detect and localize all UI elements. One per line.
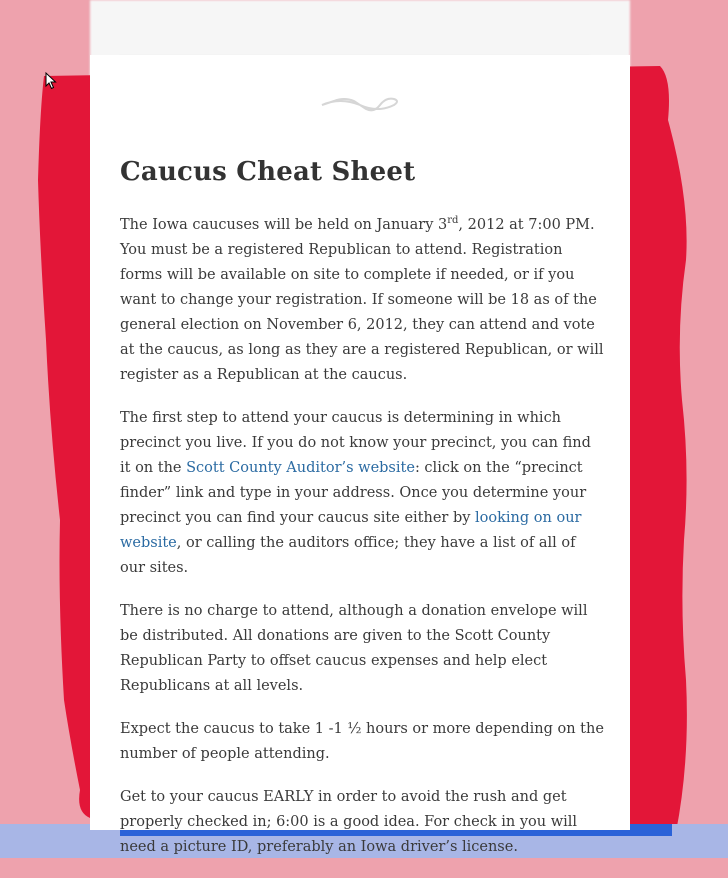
paragraph-date — [120, 213, 605, 388]
text-span: , 2012 at 7:00 PM. You must be a registered Republican to attend. Registration forms will be available on site to complete if needed, or if you want to change your registration. If someone will be 18 as of the general election on November 6, 2012, they can attend and vote at the caucus, as long as they are a registered Republican, or will register as a Republican at the caucus. — [120, 217, 604, 383]
paragraph-precinct — [120, 406, 605, 581]
paragraph-donation: There is no charge to attend, although a donation envelope will be distributed. All donations are given to the Scott County Republican Party to offset caucus expenses and help elect Republicans at all levels. — [120, 603, 588, 694]
text-span: The first step to attend your caucus is determining in which precinct you live. If you do not know your precinct, you can find it on the — [120, 410, 591, 476]
superscript: rd — [447, 215, 459, 227]
auditor-website-link[interactable]: Scott County Auditor’s website — [186, 460, 415, 476]
text-span: The Iowa caucuses will be held on January 3 — [120, 217, 448, 233]
article-title: Caucus Cheat Sheet — [120, 157, 416, 187]
paragraph-arrival: Get to your caucus EARLY in order to avoid the rush and get properly checked in; 6:00 is a good idea. For check in you will need a picture ID, preferably an Iowa driver’s license. — [120, 789, 578, 855]
article-card — [90, 55, 630, 855]
our-website-link[interactable]: looking on our website — [120, 510, 582, 551]
mouse-pointer-icon — [45, 72, 57, 90]
article-body — [120, 213, 605, 878]
swirl-divider-icon — [320, 95, 400, 115]
paragraph-duration: Expect the caucus to take 1 -1 ½ hours or more depending on the number of people attending. — [120, 721, 604, 762]
text-span: , or calling the auditors office; they have a list of all of our sites. — [120, 535, 576, 576]
text-span: : click on the “precinct finder” link and type in your address. Once you determine your precinct you can find your caucus site either by — [120, 460, 587, 526]
